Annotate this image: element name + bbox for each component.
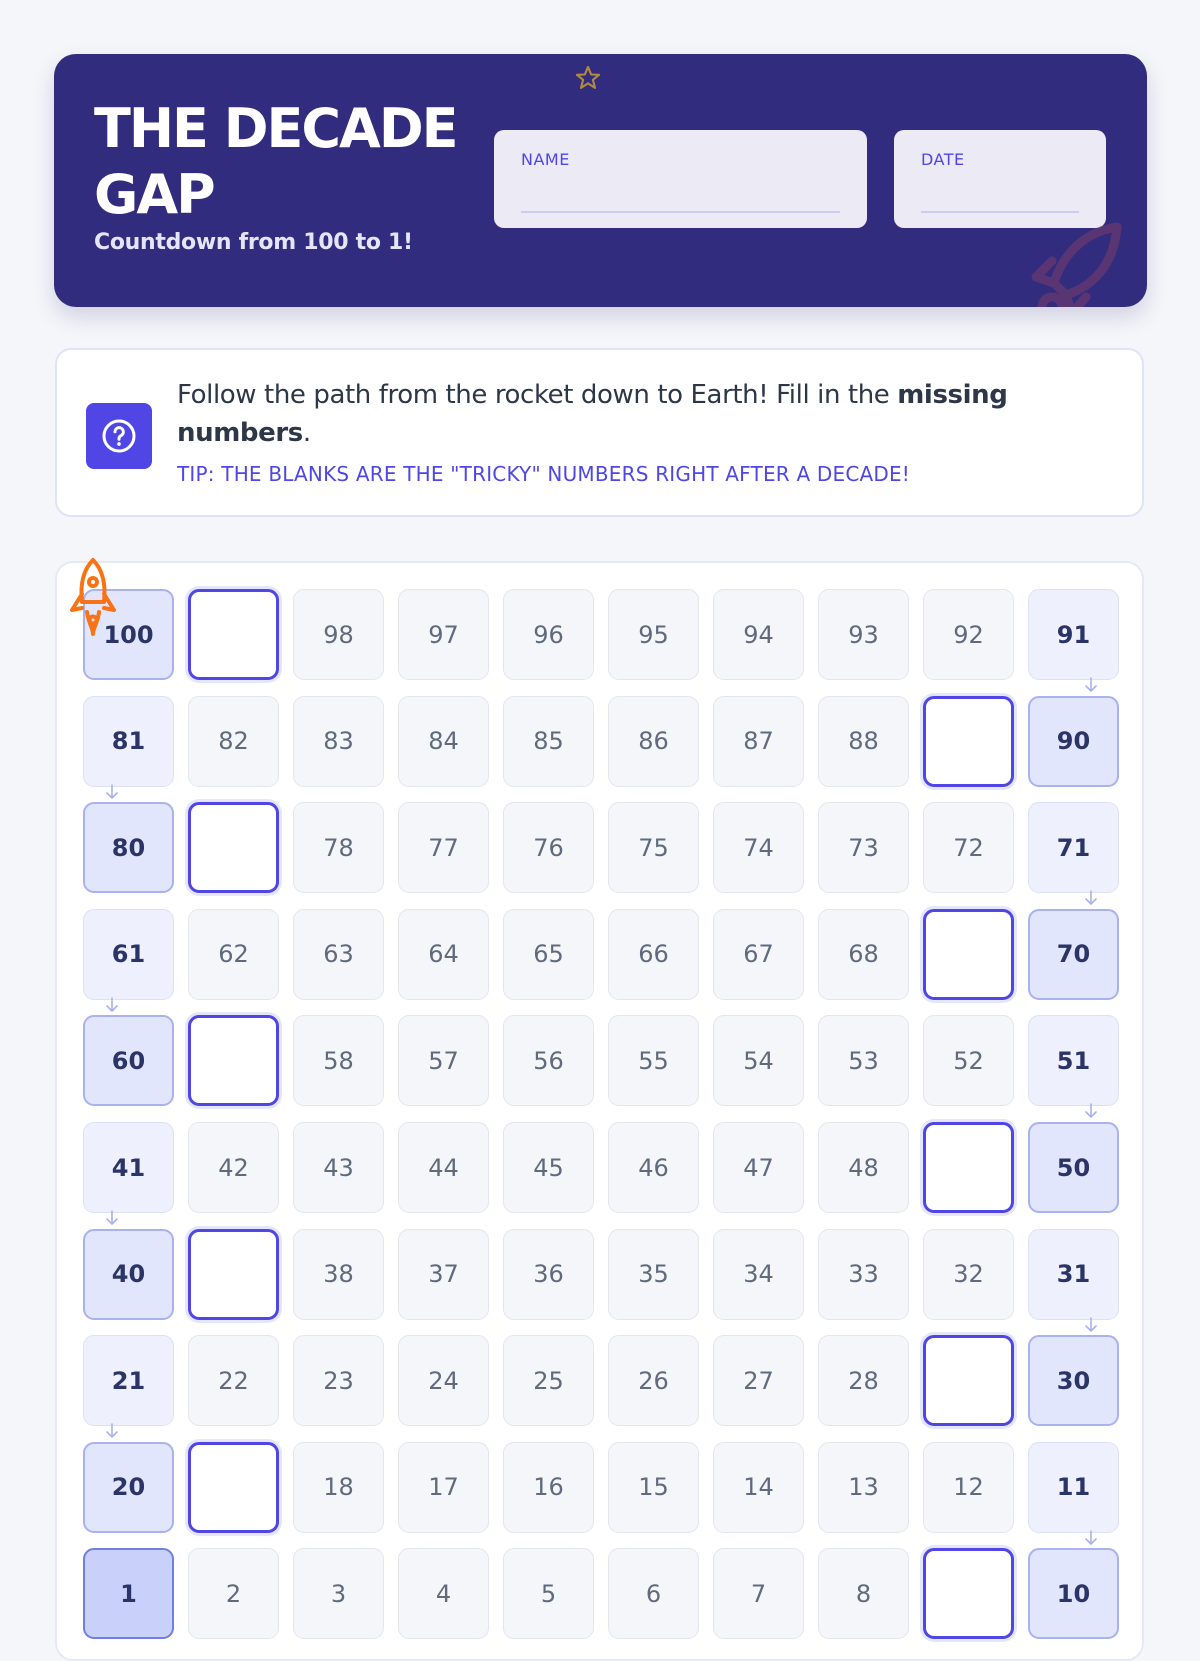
answer-cell[interactable] [188, 1442, 279, 1533]
answer-input[interactable] [191, 1017, 276, 1104]
number-cell: 20 [83, 1442, 174, 1533]
number-cell: 16 [503, 1442, 594, 1533]
number-cell: 84 [398, 696, 489, 787]
number-cell: 24 [398, 1335, 489, 1426]
number-cell: 42 [188, 1122, 279, 1213]
rocket-icon [68, 556, 118, 640]
page-subtitle: Countdown from 100 to 1! [94, 230, 413, 255]
number-cell: 45 [503, 1122, 594, 1213]
name-label: NAME [521, 150, 570, 169]
number-cell: 62 [188, 909, 279, 1000]
number-cell: 22 [188, 1335, 279, 1426]
answer-cell[interactable] [923, 1548, 1014, 1639]
help-badge [86, 403, 152, 469]
instructions-card [55, 348, 1144, 517]
answer-cell[interactable] [188, 589, 279, 680]
number-cell: 33 [818, 1229, 909, 1320]
date-label: DATE [921, 150, 965, 169]
path-arrow-icon [105, 1423, 119, 1439]
number-cell: 21 [83, 1335, 174, 1426]
number-cell: 40 [83, 1229, 174, 1320]
number-cell: 13 [818, 1442, 909, 1533]
number-cell: 56 [503, 1015, 594, 1106]
number-cell: 18 [293, 1442, 384, 1533]
number-cell: 5 [503, 1548, 594, 1639]
number-cell: 58 [293, 1015, 384, 1106]
number-cell: 34 [713, 1229, 804, 1320]
number-cell: 64 [398, 909, 489, 1000]
number-cell: 50 [1028, 1122, 1119, 1213]
number-cell: 47 [713, 1122, 804, 1213]
number-cell: 90 [1028, 696, 1119, 787]
number-cell: 76 [503, 802, 594, 893]
number-cell: 27 [713, 1335, 804, 1426]
number-cell: 11 [1028, 1442, 1119, 1533]
answer-input[interactable] [191, 1231, 276, 1318]
answer-input[interactable] [926, 1124, 1011, 1211]
path-arrow-icon [1084, 677, 1098, 693]
number-cell: 14 [713, 1442, 804, 1533]
number-cell: 2 [188, 1548, 279, 1639]
number-cell: 68 [818, 909, 909, 1000]
number-cell: 17 [398, 1442, 489, 1533]
number-cell: 28 [818, 1335, 909, 1426]
number-cell: 51 [1028, 1015, 1119, 1106]
number-cell: 25 [503, 1335, 594, 1426]
page-title: THE DECADE GAP [94, 97, 457, 226]
number-cell: 65 [503, 909, 594, 1000]
number-cell: 35 [608, 1229, 699, 1320]
number-cell: 4 [398, 1548, 489, 1639]
number-cell: 80 [83, 802, 174, 893]
number-cell: 26 [608, 1335, 699, 1426]
number-cell: 67 [713, 909, 804, 1000]
tip-text: TIP: THE BLANKS ARE THE "TRICKY" NUMBERS RIGHT AFTER A DECADE! [177, 462, 911, 486]
number-cell: 72 [923, 802, 1014, 893]
number-cell: 66 [608, 909, 699, 1000]
instructions-text-start: Follow the path from the rocket down to Earth! Fill in the [177, 380, 898, 410]
number-cell: 77 [398, 802, 489, 893]
number-cell: 55 [608, 1015, 699, 1106]
number-cell: 78 [293, 802, 384, 893]
path-arrow-icon [105, 784, 119, 800]
answer-input[interactable] [191, 804, 276, 891]
star-icon [574, 64, 602, 92]
number-cell: 1 [83, 1548, 174, 1639]
number-cell: 12 [923, 1442, 1014, 1533]
number-cell: 96 [503, 589, 594, 680]
number-cell: 71 [1028, 802, 1119, 893]
path-arrow-icon [105, 1210, 119, 1226]
number-cell: 46 [608, 1122, 699, 1213]
date-field[interactable] [894, 130, 1106, 228]
path-arrow-icon [1084, 1530, 1098, 1546]
number-cell: 100 [83, 589, 174, 680]
number-cell: 83 [293, 696, 384, 787]
answer-cell[interactable] [923, 1335, 1014, 1426]
number-cell: 8 [818, 1548, 909, 1639]
number-cell: 60 [83, 1015, 174, 1106]
number-cell: 97 [398, 589, 489, 680]
answer-input[interactable] [926, 911, 1011, 998]
answer-cell[interactable] [188, 1229, 279, 1320]
number-cell: 70 [1028, 909, 1119, 1000]
path-arrow-icon [1084, 1317, 1098, 1333]
number-cell: 75 [608, 802, 699, 893]
number-cell: 30 [1028, 1335, 1119, 1426]
number-cell: 61 [83, 909, 174, 1000]
number-cell: 10 [1028, 1548, 1119, 1639]
number-cell: 23 [293, 1335, 384, 1426]
number-cell: 82 [188, 696, 279, 787]
date-underline [921, 211, 1079, 213]
answer-input[interactable] [926, 698, 1011, 785]
path-arrow-icon [105, 997, 119, 1013]
help-circle-icon [101, 418, 137, 454]
path-arrow-icon [1084, 890, 1098, 906]
answer-input[interactable] [191, 591, 276, 678]
number-cell: 41 [83, 1122, 174, 1213]
answer-cell[interactable] [923, 1122, 1014, 1213]
number-cell: 86 [608, 696, 699, 787]
number-cell: 93 [818, 589, 909, 680]
answer-cell[interactable] [188, 802, 279, 893]
number-cell: 85 [503, 696, 594, 787]
number-cell: 94 [713, 589, 804, 680]
number-cell: 52 [923, 1015, 1014, 1106]
number-cell: 37 [398, 1229, 489, 1320]
number-cell: 63 [293, 909, 384, 1000]
number-cell: 73 [818, 802, 909, 893]
instructions-text-bold: missing numbers [177, 380, 1008, 448]
number-cell: 57 [398, 1015, 489, 1106]
name-underline [521, 211, 840, 213]
number-cell: 91 [1028, 589, 1119, 680]
number-cell: 38 [293, 1229, 384, 1320]
number-cell: 88 [818, 696, 909, 787]
number-cell: 53 [818, 1015, 909, 1106]
number-cell: 15 [608, 1442, 699, 1533]
answer-cell[interactable] [923, 696, 1014, 787]
answer-input[interactable] [926, 1550, 1011, 1637]
instructions-text [177, 376, 1097, 452]
number-cell: 54 [713, 1015, 804, 1106]
name-field[interactable] [494, 130, 867, 228]
number-cell: 92 [923, 589, 1014, 680]
number-cell: 48 [818, 1122, 909, 1213]
path-arrow-icon [1084, 1103, 1098, 1119]
number-cell: 3 [293, 1548, 384, 1639]
number-cell: 87 [713, 696, 804, 787]
number-cell: 74 [713, 802, 804, 893]
number-cell: 95 [608, 589, 699, 680]
answer-input[interactable] [926, 1337, 1011, 1424]
number-cell: 44 [398, 1122, 489, 1213]
number-cell: 81 [83, 696, 174, 787]
number-cell: 6 [608, 1548, 699, 1639]
answer-input[interactable] [191, 1444, 276, 1531]
answer-cell[interactable] [923, 909, 1014, 1000]
number-cell: 7 [713, 1548, 804, 1639]
number-cell: 98 [293, 589, 384, 680]
instructions-text-end: . [302, 418, 311, 448]
number-cell: 32 [923, 1229, 1014, 1320]
number-cell: 36 [503, 1229, 594, 1320]
worksheet-header [54, 54, 1147, 307]
number-cell: 31 [1028, 1229, 1119, 1320]
answer-cell[interactable] [188, 1015, 279, 1106]
rocket-icon [1022, 217, 1122, 307]
number-cell: 43 [293, 1122, 384, 1213]
